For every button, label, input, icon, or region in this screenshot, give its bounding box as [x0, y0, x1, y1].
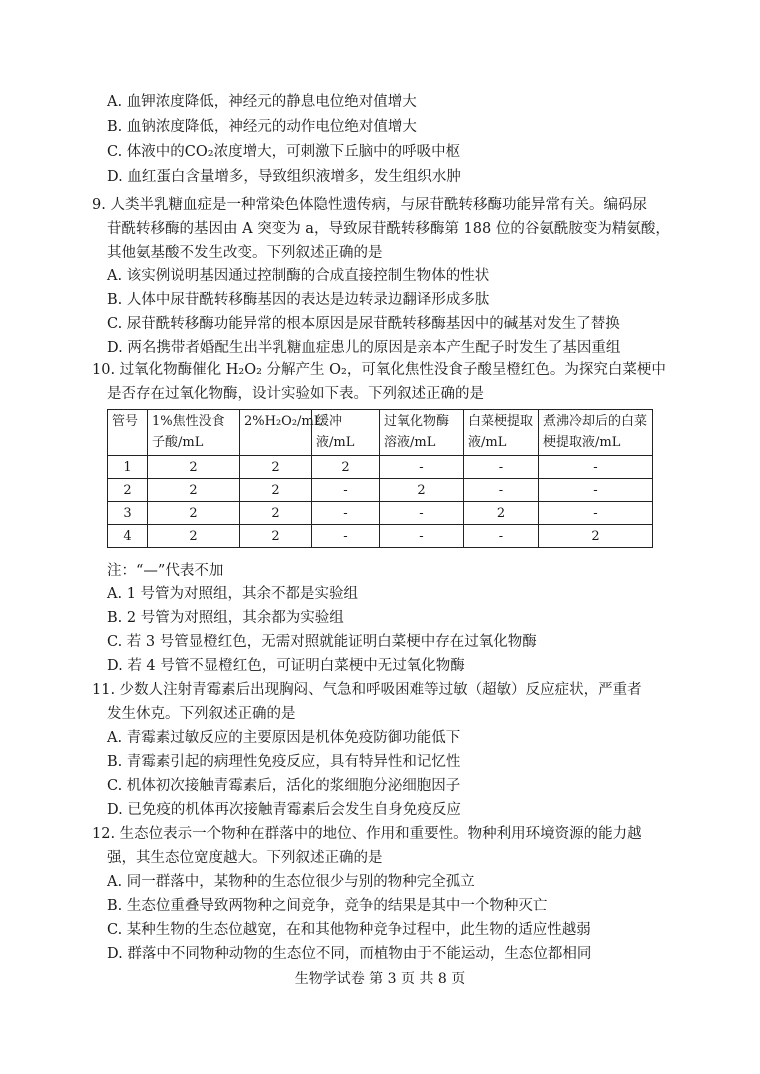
- q9-option-d: D. 两名携带者婚配生出半乳糖血症患儿的原因是亲本产生配子时发生了基因重组: [107, 340, 621, 356]
- table-cell: 2: [464, 502, 539, 525]
- table-cell: -: [464, 479, 539, 502]
- q8-option-b: B. 血钠浓度降低，神经元的动作电位绝对值增大: [107, 119, 417, 135]
- table-cell: 4: [108, 525, 148, 548]
- table-cell: 2: [148, 502, 240, 525]
- table-cell: 2: [312, 456, 380, 479]
- q12-stem-line-1: 12. 生态位表示一个物种在群落中的地位、作用和重要性。物种利用环境资源的能力越: [92, 826, 642, 842]
- q11-option-c: C. 机体初次接触青霉素后，活化的浆细胞分泌细胞因子: [107, 778, 461, 794]
- q12-option-a: A. 同一群落中，某物种的生态位很少与别的物种完全孤立: [107, 874, 475, 890]
- table-cell: -: [380, 525, 464, 548]
- header-tube-no: 管号: [108, 410, 148, 456]
- table-cell: -: [464, 456, 539, 479]
- header-peroxidase: 过氧化物酶溶液/mL: [380, 410, 464, 456]
- table-cell: 2: [148, 456, 240, 479]
- table-row: [108, 525, 653, 548]
- table-cell: 1: [108, 456, 148, 479]
- q10-stem-line-2: 是否存在过氧化物酶，设计实验如下表。下列叙述正确的是: [107, 386, 484, 402]
- q11-option-d: D. 已免疫的机体再次接触青霉素后会发生自身免疫反应: [107, 802, 461, 818]
- q11-stem-line-2: 发生休克。下列叙述正确的是: [107, 706, 296, 722]
- table-cell: -: [539, 456, 653, 479]
- experiment-table: [107, 409, 653, 548]
- q10-option-c: C. 若 3 号管显橙红色，无需对照就能证明白菜梗中存在过氧化物酶: [107, 634, 537, 650]
- header-pyrogallol: 1%焦性没食子酸/mL: [148, 410, 240, 456]
- q9-option-a: A. 该实例说明基因通过控制酶的合成直接控制生物体的性状: [107, 268, 490, 284]
- q9-option-c: C. 尿苷酰转移酶功能异常的根本原因是尿苷酰转移酶基因中的碱基对发生了替换: [107, 316, 620, 332]
- table-cell: 2: [148, 479, 240, 502]
- q9-stem-line-2: 苷酰转移酶的基因由 A 突变为 a，导致尿苷酰转移酶第 188 位的谷氨酰胺变为精氨酸，: [107, 221, 670, 237]
- table-cell: -: [539, 479, 653, 502]
- q9-stem-line-3: 其他氨基酸不发生改变。下列叙述正确的是: [107, 245, 383, 261]
- table-cell: 2: [148, 525, 240, 548]
- page-footer: 生物学试卷 第 3 页 共 8 页: [294, 971, 466, 987]
- table-note: 注：“—”代表不加: [107, 563, 224, 579]
- q9-stem-line-1: 9. 人类半乳糖血症是一种常染色体隐性遗传病，与尿苷酰转移酶功能异常有关。编码尿: [92, 197, 647, 213]
- q11-option-b: B. 青霉素引起的病理性免疫反应，具有特异性和记忆性: [107, 754, 461, 770]
- table-header-row: [108, 410, 653, 456]
- table-cell: -: [464, 525, 539, 548]
- q10-stem-line-1: 10. 过氧化物酶催化 H₂O₂ 分解产生 O₂，可氧化焦性没食子酸呈橙红色。为探究白菜梗中: [92, 362, 666, 378]
- header-h2o2: 2%H₂O₂/mL: [240, 410, 312, 456]
- q10-option-b: B. 2 号管为对照组，其余都为实验组: [107, 610, 344, 626]
- table-cell: -: [312, 479, 380, 502]
- q12-option-c: C. 某种生物的生态位越宽，在和其他物种竞争过程中，此生物的适应性越弱: [107, 922, 591, 938]
- table-cell: -: [539, 502, 653, 525]
- q10-option-d: D. 若 4 号管不显橙红色，可证明白菜梗中无过氧化物酶: [107, 658, 465, 674]
- header-buffer: 缓冲液/mL: [312, 410, 380, 456]
- table-cell: -: [380, 502, 464, 525]
- table-cell: 2: [380, 479, 464, 502]
- table-cell: -: [312, 502, 380, 525]
- q11-stem-line-1: 11. 少数人注射青霉素后出现胸闷、气急和呼吸困难等过敏（超敏）反应症状，严重者: [92, 682, 642, 698]
- header-cabbage-extract: 白菜梗提取液/mL: [464, 410, 539, 456]
- table-row: [108, 502, 653, 525]
- table-cell: 2: [539, 525, 653, 548]
- q10-option-a: A. 1 号管为对照组，其余不都是实验组: [107, 586, 359, 602]
- table-row: [108, 479, 653, 502]
- table-cell: 2: [240, 525, 312, 548]
- table-cell: 2: [240, 479, 312, 502]
- table-cell: -: [380, 456, 464, 479]
- table-cell: 3: [108, 502, 148, 525]
- q8-option-c: C. 体液中的CO₂浓度增大，可刺激下丘脑中的呼吸中枢: [107, 144, 461, 160]
- q8-option-a: A. 血钾浓度降低，神经元的静息电位绝对值增大: [107, 94, 417, 110]
- table-cell: -: [312, 525, 380, 548]
- table-cell: 2: [108, 479, 148, 502]
- q9-option-b: B. 人体中尿苷酰转移酶基因的表达是边转录边翻译形成多肽: [107, 292, 490, 308]
- q12-option-b: B. 生态位重叠导致两物种之间竞争，竞争的结果是其中一个物种灭亡: [107, 898, 548, 914]
- q12-stem-line-2: 强，其生态位宽度越大。下列叙述正确的是: [107, 850, 383, 866]
- q12-option-d: D. 群落中不同物种动物的生态位不同，而植物由于不能运动，生态位都相同: [107, 946, 592, 962]
- q8-option-d: D. 血红蛋白含量增多，导致组织液增多，发生组织水肿: [107, 169, 461, 185]
- table-row: [108, 456, 653, 479]
- q11-option-a: A. 青霉素过敏反应的主要原因是机体免疫防御功能低下: [107, 730, 461, 746]
- header-boiled-extract: 煮沸冷却后的白菜梗提取液/mL: [539, 410, 653, 456]
- table-cell: 2: [240, 456, 312, 479]
- table-cell: 2: [240, 502, 312, 525]
